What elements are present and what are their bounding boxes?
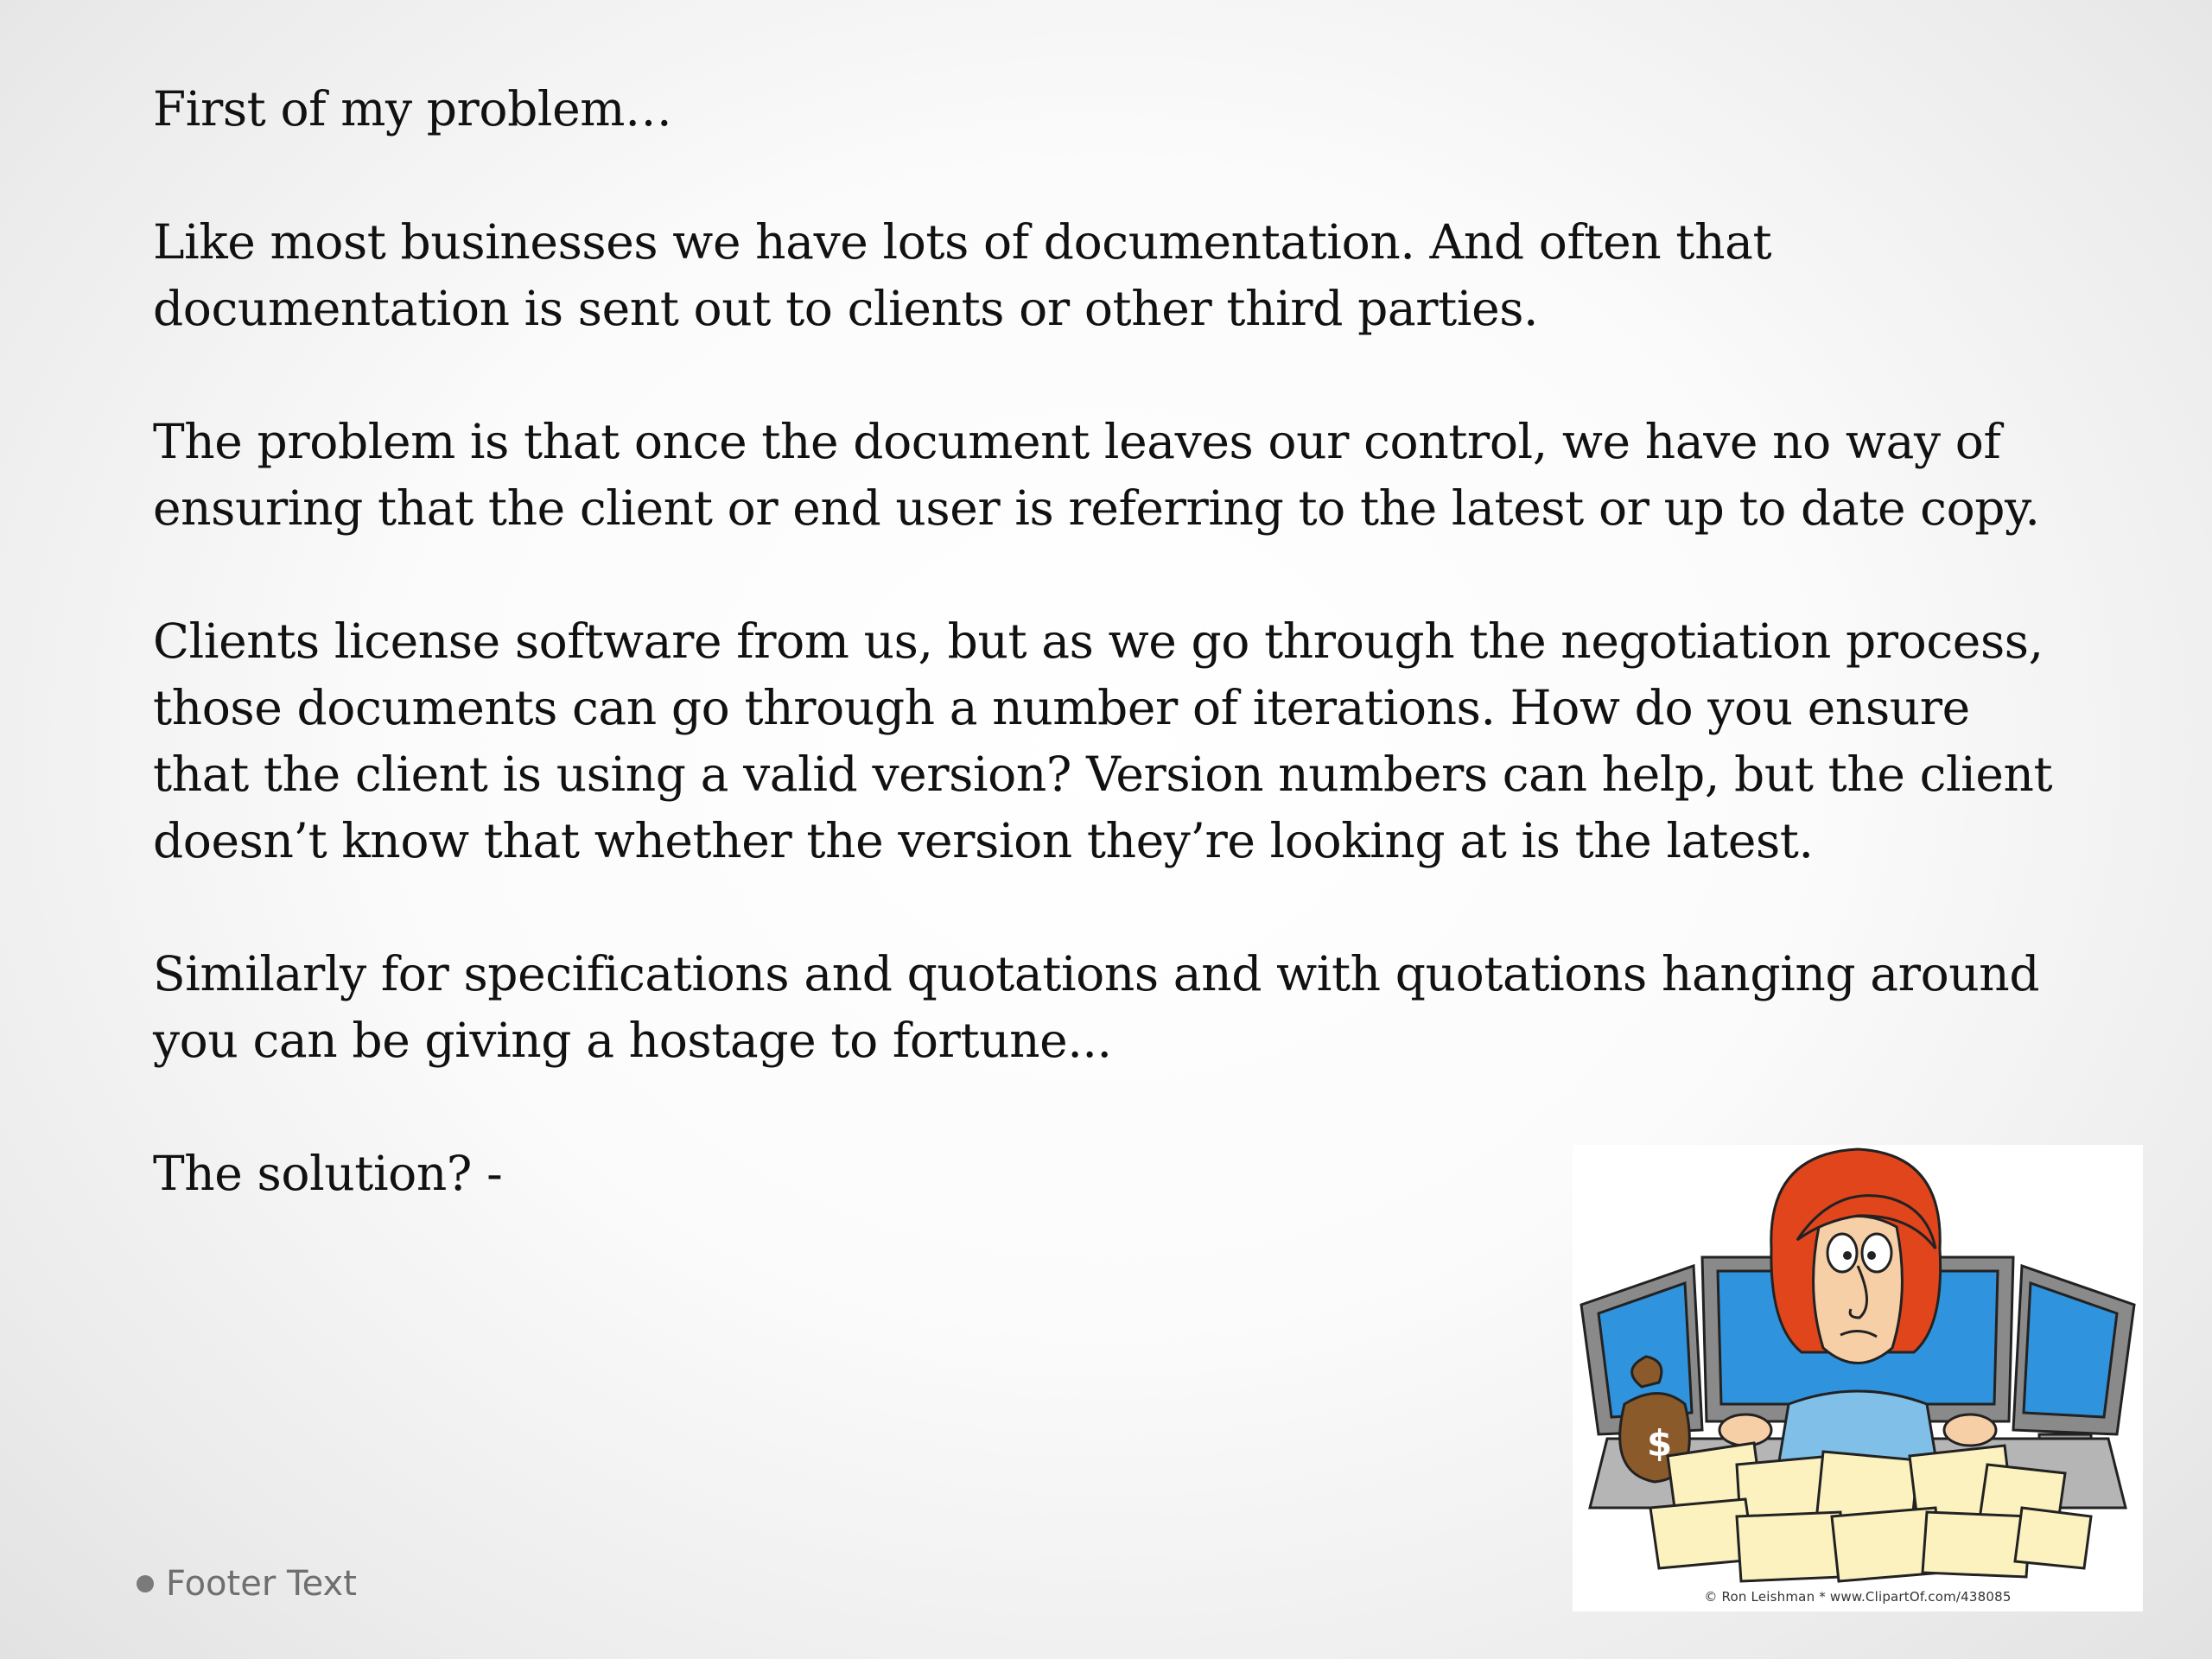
paragraph-solution: The solution? - [153,1146,503,1201]
cartoon-clipart-image [1573,1145,2143,1611]
image-credit: © Ron Leishman * www.ClipartOf.com/438085 [1704,1589,2012,1605]
paragraph-problem: The problem is that once the document leaves our control, we have no way of ensuring that the client or end user is referring to the latest or up to date copy. [153,414,2040,536]
footer-bullet-icon [137,1575,154,1592]
slide-body [153,76,2123,1207]
paragraph-quotations: Similarly for specifications and quotations and with quotations hanging around you can be giving a hostage to fortune... [153,946,2040,1068]
footer-text: Footer Text [166,1564,357,1604]
footer [137,1558,357,1610]
money-bag-symbol: $ [1647,1422,1673,1465]
paragraph-documentation: Like most businesses we have lots of documentation. And often that documentation is sent out to clients or other third parties. [153,214,1772,336]
cartoon-woman-buried-in-papers-icon [1573,1145,2143,1611]
paragraph-intro: First of my problem… [153,81,672,137]
paragraph-licensing: Clients license software from us, but as we go through the negotiation process, those documents can go through a number of iterations. How do you ensure that the client is using a valid version? Version numbers can help, but the client doesn’t know that whether the version they’re looking at is the latest. [153,613,2053,868]
